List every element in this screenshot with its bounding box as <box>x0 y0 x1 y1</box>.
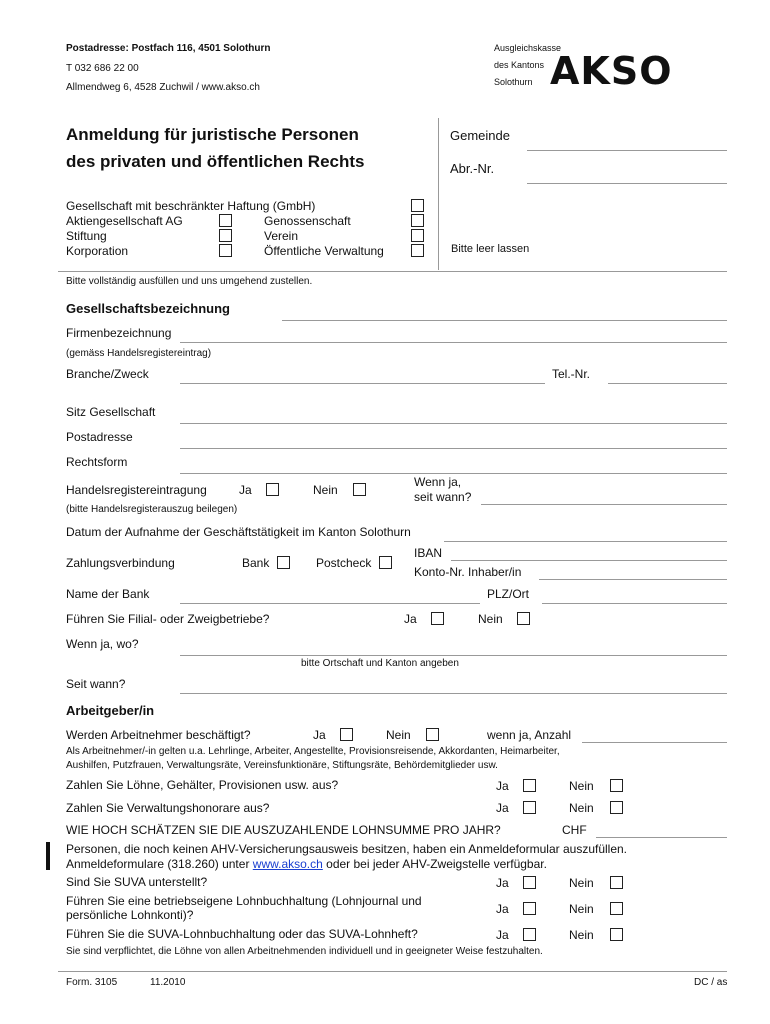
akso-logo: AKSO <box>550 49 673 93</box>
chf-label: CHF <box>562 823 587 837</box>
loehne-nein-label: Nein <box>569 779 594 793</box>
pflicht-note: Sie sind verpflichtet, die Löhne von allen Arbeitnehmenden individuell und in geeigneter Weise festzuhalten. <box>66 946 543 957</box>
org-line-3: Solothurn <box>494 77 533 87</box>
lohnsumme-label: WIE HOCH SCHÄTZEN SIE DIE AUSZUZAHLENDE LOHNSUMME PRO JAHR? <box>66 823 501 837</box>
korporation-checkbox[interactable] <box>219 244 232 257</box>
company-name-field-line-2[interactable] <box>180 342 727 343</box>
honorare-nein-label: Nein <box>569 801 594 815</box>
box-divider <box>438 118 439 270</box>
hr-ja-label: Ja <box>239 483 252 497</box>
honorare-ja-label: Ja <box>496 801 509 815</box>
verein-label: Verein <box>264 229 299 243</box>
werden-label: Werden Arbeitnehmer beschäftigt? <box>66 728 251 742</box>
korporation-label: Korporation <box>66 244 129 258</box>
street-address: Allmendweg 6, 4528 Zuchwil / www.akso.ch <box>66 82 260 93</box>
ahv-note-2 <box>66 857 547 871</box>
tel-field[interactable] <box>608 383 727 384</box>
suva-lohn-nein-label: Nein <box>569 928 594 942</box>
rechtsform-field[interactable] <box>180 473 727 474</box>
hr-nein-label: Nein <box>313 483 338 497</box>
stiftung-label: Stiftung <box>66 229 107 243</box>
genossenschaft-label: Genossenschaft <box>264 214 351 228</box>
suva-label: Sind Sie SUVA unterstellt? <box>66 875 208 889</box>
company-section-title: Gesellschaftsbezeichnung <box>66 301 230 316</box>
oeffentlich-checkbox[interactable] <box>411 244 424 257</box>
suva-lohn-ja-checkbox[interactable] <box>523 928 536 941</box>
hr-eintrag-label: Handelsregistereintragung <box>66 483 207 497</box>
filial-ja-label: Ja <box>404 612 417 626</box>
phone: T 032 686 22 00 <box>66 63 139 74</box>
employer-section-title: Arbeitgeber/in <box>66 703 155 718</box>
verein-checkbox[interactable] <box>411 229 424 242</box>
stiftung-checkbox[interactable] <box>219 229 232 242</box>
org-line-2: des Kantons <box>494 60 545 70</box>
form-title-line-2: des privaten und öffentlichen Rechts <box>66 152 365 171</box>
seit-wann-field[interactable] <box>180 693 727 694</box>
iban-label: IBAN <box>414 546 443 560</box>
company-name-field-line-1[interactable] <box>282 320 727 321</box>
hr-note: (bitte Handelsregisterauszug beilegen) <box>66 504 238 515</box>
postadresse-field[interactable] <box>180 448 727 449</box>
postadresse-label: Postadresse <box>66 430 133 444</box>
gemeinde-field[interactable] <box>527 150 727 151</box>
gmbh-checkbox[interactable] <box>411 199 424 212</box>
honorare-nein-checkbox[interactable] <box>610 801 623 814</box>
suva-nein-checkbox[interactable] <box>610 876 623 889</box>
postcheck-checkbox[interactable] <box>379 556 392 569</box>
konto-field[interactable] <box>539 579 727 580</box>
honorare-label: Zahlen Sie Verwaltungshonorare aus? <box>66 801 270 815</box>
org-line-1: Ausgleichskasse <box>494 43 562 53</box>
hr-seit-wann-field[interactable] <box>481 504 727 505</box>
filial-nein-checkbox[interactable] <box>517 612 530 625</box>
rechtsform-label: Rechtsform <box>66 455 128 469</box>
ort-note: bitte Ortschaft und Kanton angeben <box>301 658 459 669</box>
lohnbuch-label-2: persönliche Lohnkonti)? <box>66 908 194 922</box>
datum-label: Datum der Aufnahme der Geschäftstätigkeit im Kanton Solothurn <box>66 525 411 539</box>
abr-nr-label: Abr.-Nr. <box>450 161 495 176</box>
branche-field[interactable] <box>180 383 545 384</box>
wenn-ja-wo-label: Wenn ja, wo? <box>66 637 139 651</box>
form-date: 11.2010 <box>150 977 186 988</box>
bankname-label: Name der Bank <box>66 587 150 601</box>
branche-label: Branche/Zweck <box>66 367 149 381</box>
lohnbuch-ja-checkbox[interactable] <box>523 902 536 915</box>
ag-label: Aktiengesellschaft AG <box>66 214 183 228</box>
sitz-field[interactable] <box>180 423 727 424</box>
divider <box>58 271 727 272</box>
wenn-ja-label: Wenn ja, <box>414 475 462 489</box>
genossenschaft-checkbox[interactable] <box>411 214 424 227</box>
leave-blank-note: Bitte leer lassen <box>451 243 530 255</box>
plz-label: PLZ/Ort <box>487 587 530 601</box>
instruction-text: Bitte vollständig ausfüllen und uns umgehend zustellen. <box>66 276 313 287</box>
bank-label: Bank <box>242 556 270 570</box>
suva-lohn-nein-checkbox[interactable] <box>610 928 623 941</box>
ahv-note-1: Personen, die noch keinen AHV-Versicherungsausweis besitzen, haben ein Anmeldeformular auszufüllen. <box>66 842 628 856</box>
ag-checkbox[interactable] <box>219 214 232 227</box>
filial-label: Führen Sie Filial- oder Zweigbetriebe? <box>66 612 270 626</box>
gmbh-label: Gesellschaft mit beschränkter Haftung (GmbH) <box>66 199 316 213</box>
bankname-field[interactable] <box>180 603 480 604</box>
honorare-ja-checkbox[interactable] <box>523 801 536 814</box>
werden-ja-checkbox[interactable] <box>340 728 353 741</box>
lohnbuch-nein-label: Nein <box>569 902 594 916</box>
loehne-label: Zahlen Sie Löhne, Gehälter, Provisionen usw. aus? <box>66 778 339 792</box>
seit-wann-label: Seit wann? <box>66 677 126 691</box>
werden-nein-label: Nein <box>386 728 411 742</box>
zahlung-label: Zahlungsverbindung <box>66 556 175 570</box>
wenn-ja-wo-field[interactable] <box>180 655 727 656</box>
anzahl-label: wenn ja, Anzahl <box>487 728 572 742</box>
abr-nr-field[interactable] <box>527 183 727 184</box>
filial-ja-checkbox[interactable] <box>431 612 444 625</box>
footer-divider <box>58 971 727 972</box>
ahv-note-suffix: oder bei jeder AHV-Zweigstelle verfügbar. <box>322 857 547 871</box>
hr-seit-wann-label: seit wann? <box>414 490 472 504</box>
datum-field[interactable] <box>444 541 727 542</box>
anzahl-field[interactable] <box>582 742 727 743</box>
loehne-ja-checkbox[interactable] <box>523 779 536 792</box>
werden-ja-label: Ja <box>313 728 326 742</box>
filial-nein-label: Nein <box>478 612 503 626</box>
hr-ja-checkbox[interactable] <box>266 483 279 496</box>
akso-link[interactable]: www.akso.ch <box>252 857 323 871</box>
lohnbuch-label-1: Führen Sie eine betriebseigene Lohnbuchhaltung (Lohnjournal und <box>66 894 422 908</box>
form-code: DC / as <box>694 977 728 988</box>
form-title-line-1: Anmeldung für juristische Personen <box>66 125 359 144</box>
lohnbuch-nein-checkbox[interactable] <box>610 902 623 915</box>
margin-change-bar <box>46 842 50 870</box>
oeffentlich-label: Öffentliche Verwaltung <box>264 244 384 258</box>
werden-nein-checkbox[interactable] <box>426 728 439 741</box>
loehne-nein-checkbox[interactable] <box>610 779 623 792</box>
tel-label: Tel.-Nr. <box>552 367 591 381</box>
lohnsumme-field[interactable] <box>596 837 727 838</box>
arbeitnehmer-definition-1: Als Arbeitnehmer/-in gelten u.a. Lehrlinge, Arbeiter, Angestellte, Provisionsreisende, Akkordanten, Heimarbeiter, <box>66 746 560 757</box>
gemeinde-label: Gemeinde <box>450 128 510 143</box>
firmenbezeichnung-label: Firmenbezeichnung <box>66 326 172 340</box>
lohnbuch-ja-label: Ja <box>496 902 509 916</box>
postal-address: Postadresse: Postfach 116, 4501 Solothurn <box>66 43 271 54</box>
sitz-label: Sitz Gesellschaft <box>66 405 156 419</box>
suva-lohn-label: Führen Sie die SUVA-Lohnbuchhaltung oder das SUVA-Lohnheft? <box>66 927 418 941</box>
loehne-ja-label: Ja <box>496 779 509 793</box>
plz-field[interactable] <box>542 603 727 604</box>
arbeitnehmer-definition-2: Aushilfen, Putzfrauen, Verwaltungsräte, Vereinsfunktionäre, Stiftungsräte, Behördemitglieder usw. <box>66 760 498 771</box>
firmen-note: (gemäss Handelsregistereintrag) <box>66 348 212 359</box>
konto-label: Konto-Nr. Inhaber/in <box>414 565 522 579</box>
bank-checkbox[interactable] <box>277 556 290 569</box>
suva-ja-checkbox[interactable] <box>523 876 536 889</box>
suva-ja-label: Ja <box>496 876 509 890</box>
suva-lohn-ja-label: Ja <box>496 928 509 942</box>
iban-field[interactable] <box>451 560 727 561</box>
form-number: Form. 3105 <box>66 977 118 988</box>
ahv-note-prefix: Anmeldeformulare (318.260) unter <box>66 857 253 871</box>
suva-nein-label: Nein <box>569 876 594 890</box>
postcheck-label: Postcheck <box>316 556 372 570</box>
hr-nein-checkbox[interactable] <box>353 483 366 496</box>
